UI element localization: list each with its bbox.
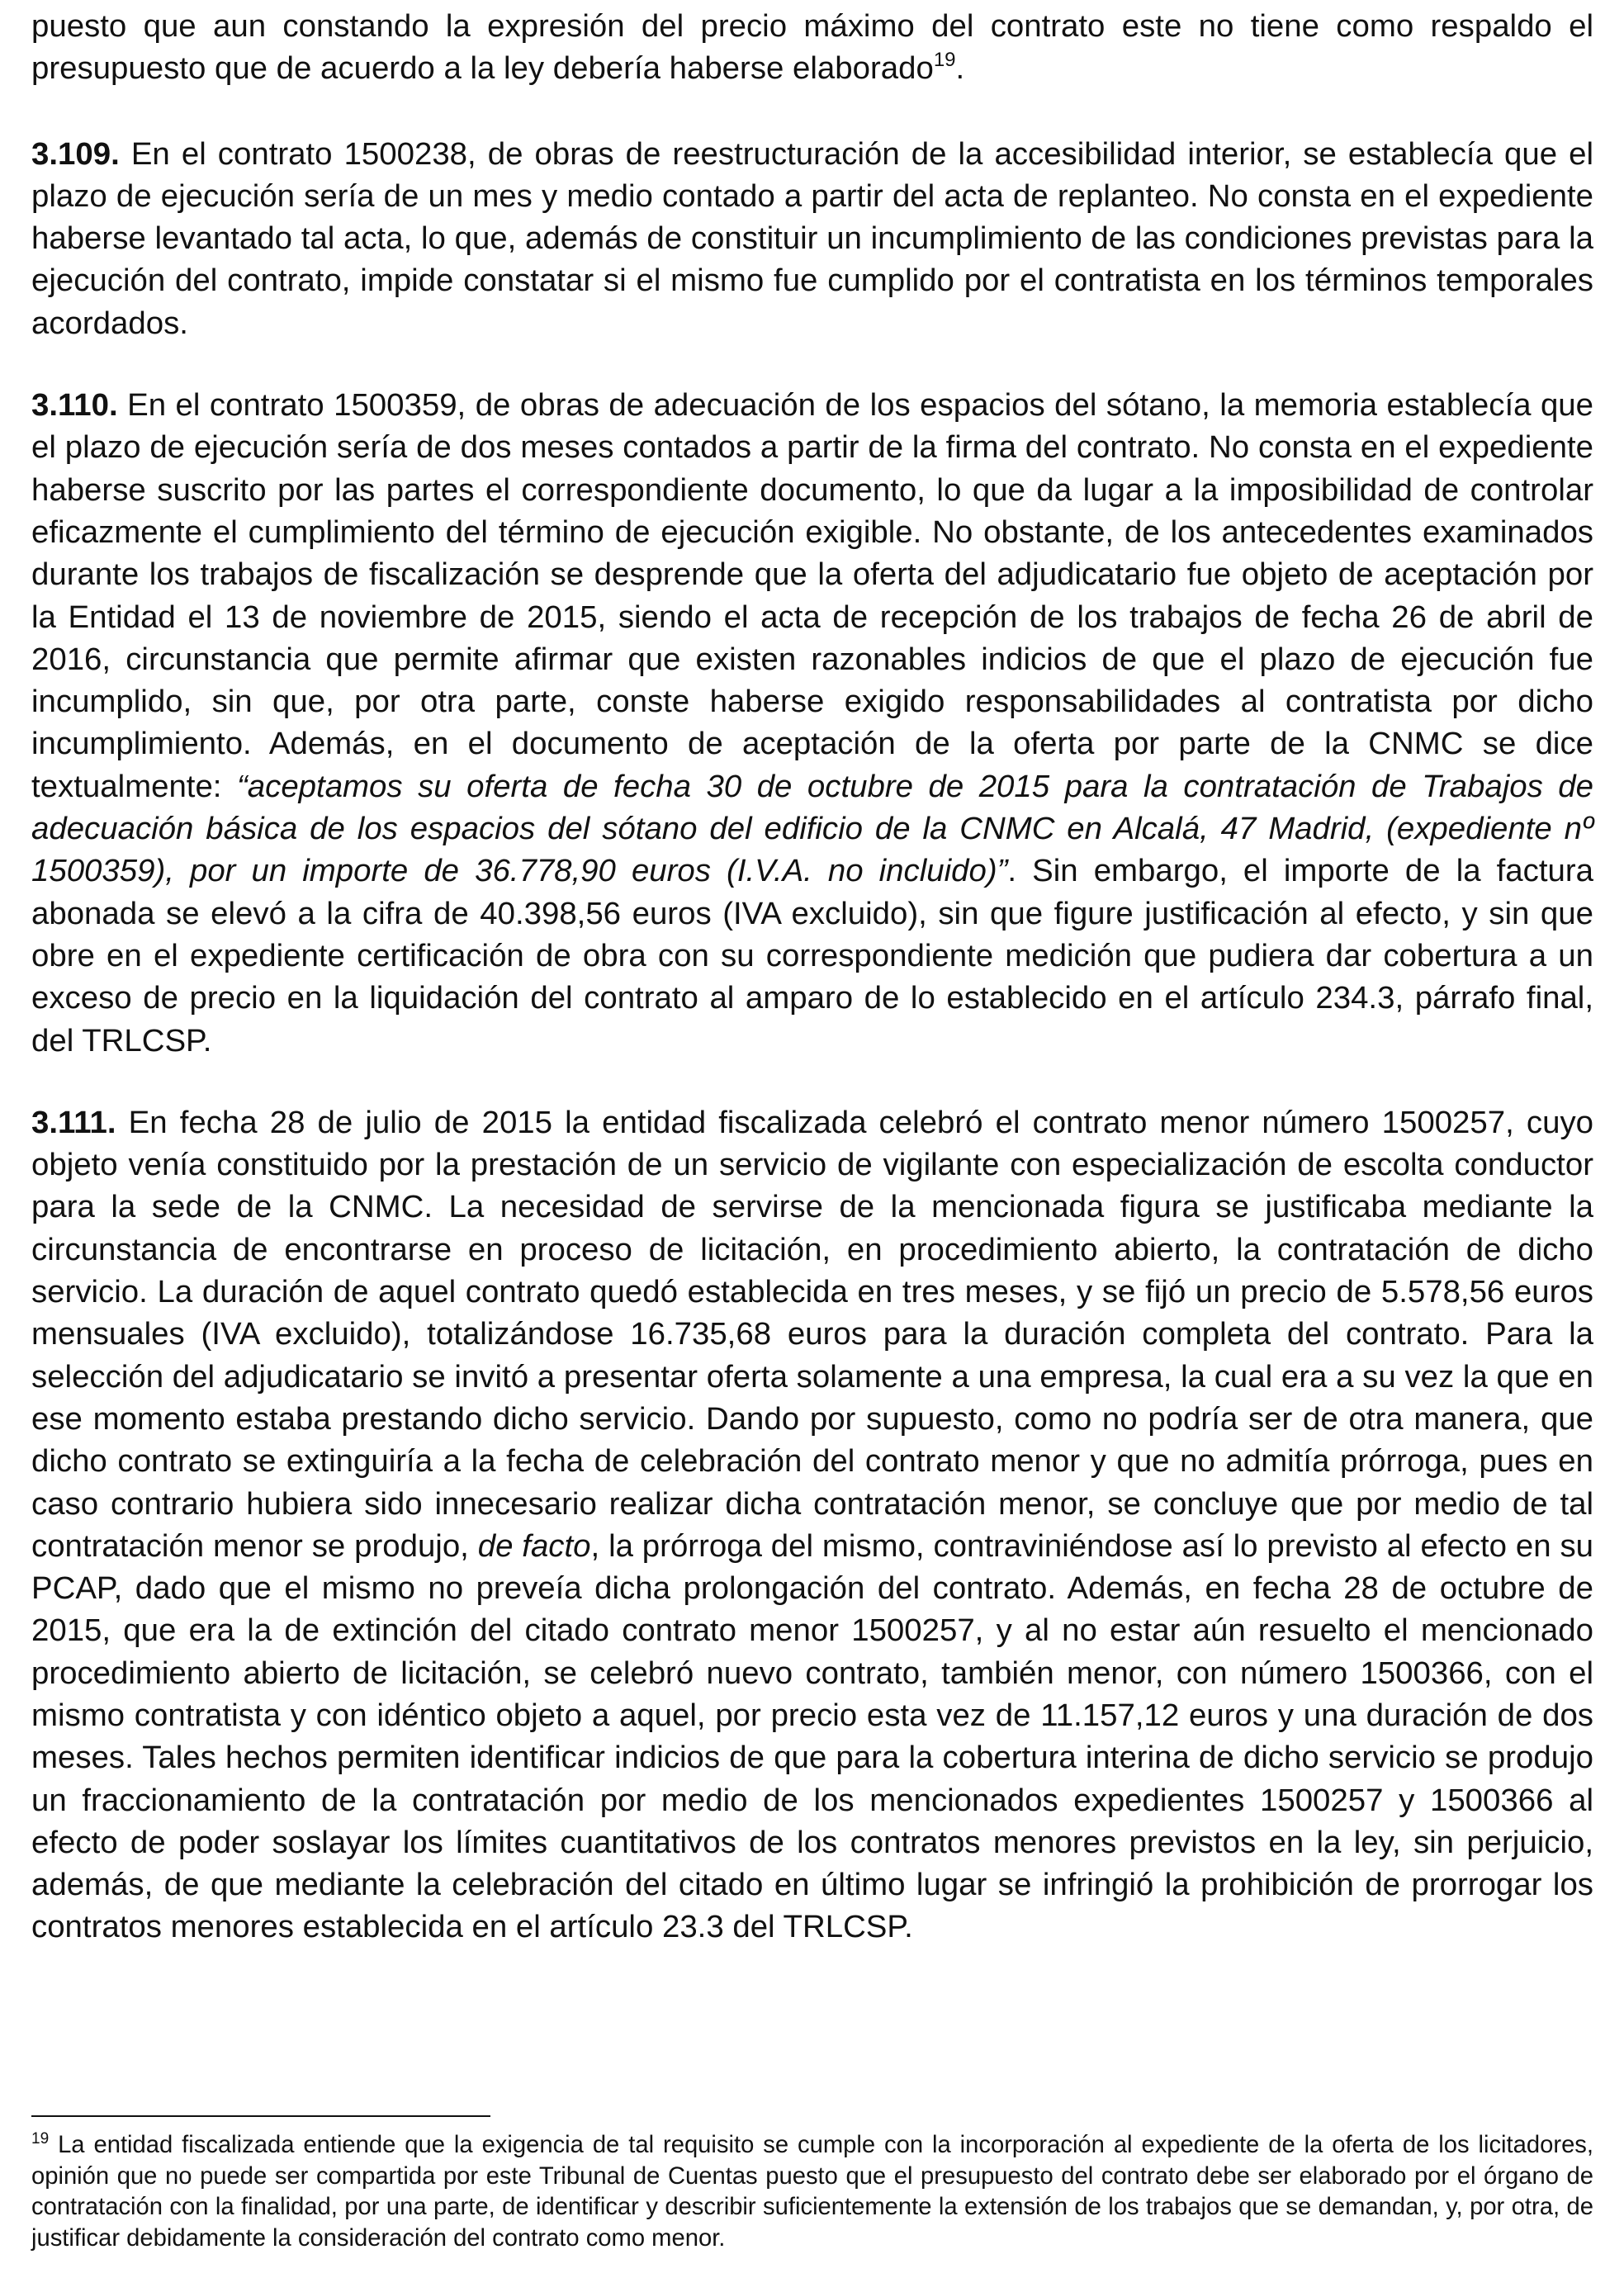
paragraph-text-continued: . Sin embargo, el importe de la factura abonada se elevó a la cifra de 40.398,56 euros (IVA excluido), sin que figure justificación al efecto, y sin que obre en el expediente certificación de obra con su correspondiente medición que pudiera dar cobertura a un exceso de precio en la liquidación del contrato al amparo de lo establecido en el artículo 234.3, párrafo final, del TRLCSP. [31, 853, 1593, 1058]
paragraph-3-110 [31, 384, 1593, 1062]
paragraph-number: 3.109. [31, 135, 120, 172]
paragraph-number: 3.110. [31, 387, 118, 424]
footnote [31, 2130, 1593, 2254]
footnote-text: La entidad fiscalizada entiende que la exigencia de tal requisito se cumple con la incorporación al expediente de la oferta de los licitadores, opinión que no puede ser compartida por este Tribunal de Cuentas puesto que el presupuesto del contrato debe ser elaborado por el órgano de contratación con la finalidad, por una parte, de identificar y describir suficientemente la extensión de los trabajos que se demandan, y, por otra, de justificar debidamente la consideración del contrato como menor. [31, 2132, 1593, 2252]
paragraph-number: 3.111. [31, 1104, 116, 1140]
italic-phrase: de facto [477, 1527, 591, 1564]
paragraph-text: En fecha 28 de julio de 2015 la entidad fiscalizada celebró el contrato menor número 1500257, cuyo objeto venía constituido por la prestación de un servicio de vigilante con especialización de escolta conductor para la sede de la CNMC. La necesidad de servirse de la mencionada figura se justificaba mediante la circunstancia de encontrarse en proceso de licitación, en procedimiento abierto, la contratación de dicho servicio. La duración de aquel contrato quedó establecida en tres meses, y se fijó un precio de 5.578,56 euros mensuales (IVA excluido), totalizándose 16.735,68 euros para la duración completa del contrato. Para la selección del adjudicatario se invitó a presentar oferta solamente a una empresa, la cual era a su vez la que en ese momento estaba prestando dicho servicio. Dando por supuesto, como no podría ser de otra manera, que dicho contrato se extinguiría a la fecha de celebración del contrato menor y que no admitía prórroga, pues en caso contrario hubiera sido innecesario realizar dicha contratación menor, se concluye que por medio de tal contratación menor se produjo, [31, 1104, 1593, 1564]
paragraph-text: En el contrato 1500359, de obras de adecuación de los espacios del sótano, la memoria establecía que el plazo de ejecución sería de dos meses contados a partir de la firma del contrato. No consta en el expediente haberse suscrito por las partes el correspondiente documento, lo que da lugar a la imposibilidad de controlar eficazmente el cumplimiento del término de ejecución exigible. No obstante, de los antecedentes examinados durante los trabajos de fiscalización se desprende que la oferta del adjudicatario fue objeto de aceptación por la Entidad el 13 de noviembre de 2015, siendo el acta de recepción de los trabajos de fecha 26 de abril de 2016, circunstancia que permite afirmar que existen razonables indicios de que el plazo de ejecución fue incumplido, sin que, por otra parte, conste haberse exigido responsabilidades al contratista por dicho incumplimiento. Además, en el documento de aceptación de la oferta por parte de la CNMC se dice textualmente: [31, 387, 1593, 804]
footnote-separator [31, 2115, 490, 2117]
continuation-paragraph [31, 5, 1593, 90]
footnote-reference[interactable]: 19 [933, 49, 956, 72]
paragraph-3-111 [31, 1101, 1593, 1949]
paragraph-text-continued: , la prórroga del mismo, contraviniéndose así lo previsto al efecto en su PCAP, dado que el mismo no preveía dicha prolongación del contrato. Además, en fecha 28 de octubre de 2015, que era la de extinción del citado contrato menor 1500257, y al no estar aún resuelto el mencionado procedimiento abierto de licitación, se celebró nuevo contrato, también menor, con número 1500366, con el mismo contratista y con idéntico objeto a aquel, por precio esta vez de 11.157,12 euros y una duración de dos meses. Tales hechos permiten identificar indicios de que para la cobertura interina de dicho servicio se produjo un fraccionamiento de la contratación por medio de los mencionados expedientes 1500257 y 1500366 al efecto de poder soslayar los límites cuantitativos de los contratos menores previstos en la ley, sin perjuicio, además, de que mediante la celebración del citado en último lugar se infringió la prohibición de prorrogar los contratos menores establecida en el artículo 23.3 del TRLCSP. [31, 1527, 1594, 1945]
quoted-text: “aceptamos su oferta de fecha 30 de octubre de 2015 para la contratación de Trabajos de adecuación básica de los espacios del sótano del edificio de la CNMC en Alcalá, 47 Madrid, (expediente nº 1500359), por un importe de 36.778,90 euros (I.V.A. no incluido)” [31, 768, 1593, 889]
continuation-text: puesto que aun constando la expresión del precio máximo del contrato este no tiene como respaldo el presupuesto que de acuerdo a la ley debería haberse elaborado [31, 8, 1593, 87]
continuation-end: . [955, 50, 965, 87]
document-body [31, 5, 1593, 1988]
paragraph-3-109 [31, 133, 1593, 344]
paragraph-text: En el contrato 1500238, de obras de reestructuración de la accesibilidad interior, se establecía que el plazo de ejecución sería de un mes y medio contado a partir del acta de replanteo. No consta en el expediente haberse levantado tal acta, lo que, además de constituir un incumplimiento de las condiciones previstas para la ejecución del contrato, impide constatar si el mismo fue cumplido por el contratista en los términos temporales acordados. [31, 135, 1593, 341]
footnote-number: 19 [31, 2130, 50, 2148]
